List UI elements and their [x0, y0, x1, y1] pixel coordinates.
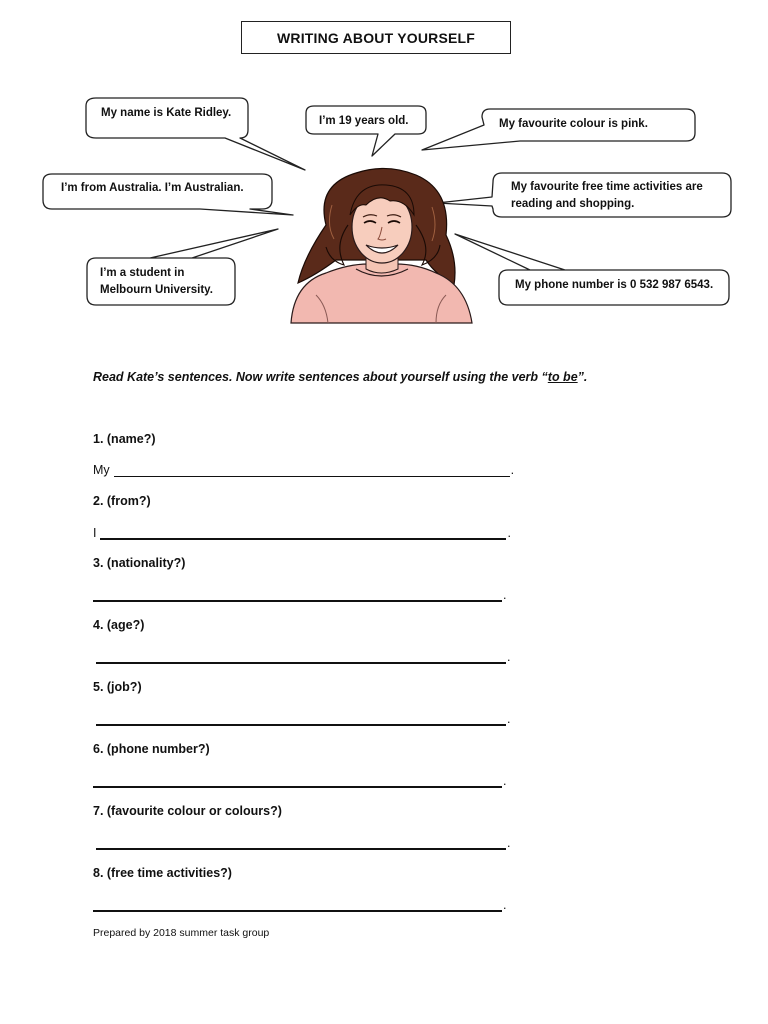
- footer-credit: Prepared by 2018 summer task group: [93, 927, 270, 939]
- bubble-text-student-line1: I’m a student in: [100, 267, 185, 279]
- answer-line[interactable]: [93, 897, 502, 912]
- answer-free-time-field[interactable]: .: [93, 897, 506, 912]
- worksheet-title: WRITING ABOUT YOURSELF: [241, 21, 511, 54]
- answer-line[interactable]: [93, 773, 502, 788]
- answer-line[interactable]: [100, 525, 506, 540]
- question-free-time-label: 8. (free time activities?): [93, 866, 232, 880]
- answer-prefix: My: [93, 463, 110, 477]
- bubble-text-phone: My phone number is 0 532 987 6543.: [515, 279, 714, 291]
- bubble-text-age: I’m 19 years old.: [319, 115, 409, 127]
- question-age-label: 4. (age?): [93, 618, 145, 632]
- answer-line[interactable]: [114, 463, 510, 477]
- answer-colour-field[interactable]: .: [96, 835, 510, 850]
- question-from-label: 2. (from?): [93, 494, 151, 508]
- answer-line[interactable]: [93, 587, 502, 602]
- question-colour-label: 7. (favourite colour or colours?): [93, 804, 282, 818]
- answer-phone-field[interactable]: .: [93, 773, 506, 788]
- answer-nationality-field[interactable]: .: [93, 587, 506, 602]
- answer-line[interactable]: [96, 835, 506, 850]
- bubble-text-free-time-line2: reading and shopping.: [511, 198, 635, 210]
- bubble-text-student-line2: Melbourn University.: [100, 284, 213, 296]
- instruction-text: Read Kate’s sentences. Now write sentences about yourself using the verb “to be”.: [93, 370, 588, 384]
- speech-bubble-phone: [455, 234, 729, 305]
- answer-line[interactable]: [96, 649, 506, 664]
- answer-line[interactable]: [96, 711, 506, 726]
- answer-name-field[interactable]: My .: [93, 463, 515, 477]
- bubble-text-free-time-line1: My favourite free time activities are: [511, 181, 703, 193]
- answer-from-field[interactable]: I .: [93, 526, 511, 540]
- answer-job-field[interactable]: .: [96, 711, 510, 726]
- question-name-label: 1. (name?): [93, 432, 156, 446]
- question-phone-label: 6. (phone number?): [93, 742, 210, 756]
- girl-illustration: [286, 165, 476, 325]
- question-job-label: 5. (job?): [93, 680, 142, 694]
- bubble-text-name: My name is Kate Ridley.: [101, 107, 232, 119]
- question-nationality-label: 3. (nationality?): [93, 556, 186, 570]
- answer-prefix: I: [93, 526, 97, 540]
- answer-age-field[interactable]: .: [96, 649, 510, 664]
- bubble-text-colour: My favourite colour is pink.: [499, 118, 648, 130]
- bubble-text-from: I’m from Australia. I’m Australian.: [61, 182, 244, 194]
